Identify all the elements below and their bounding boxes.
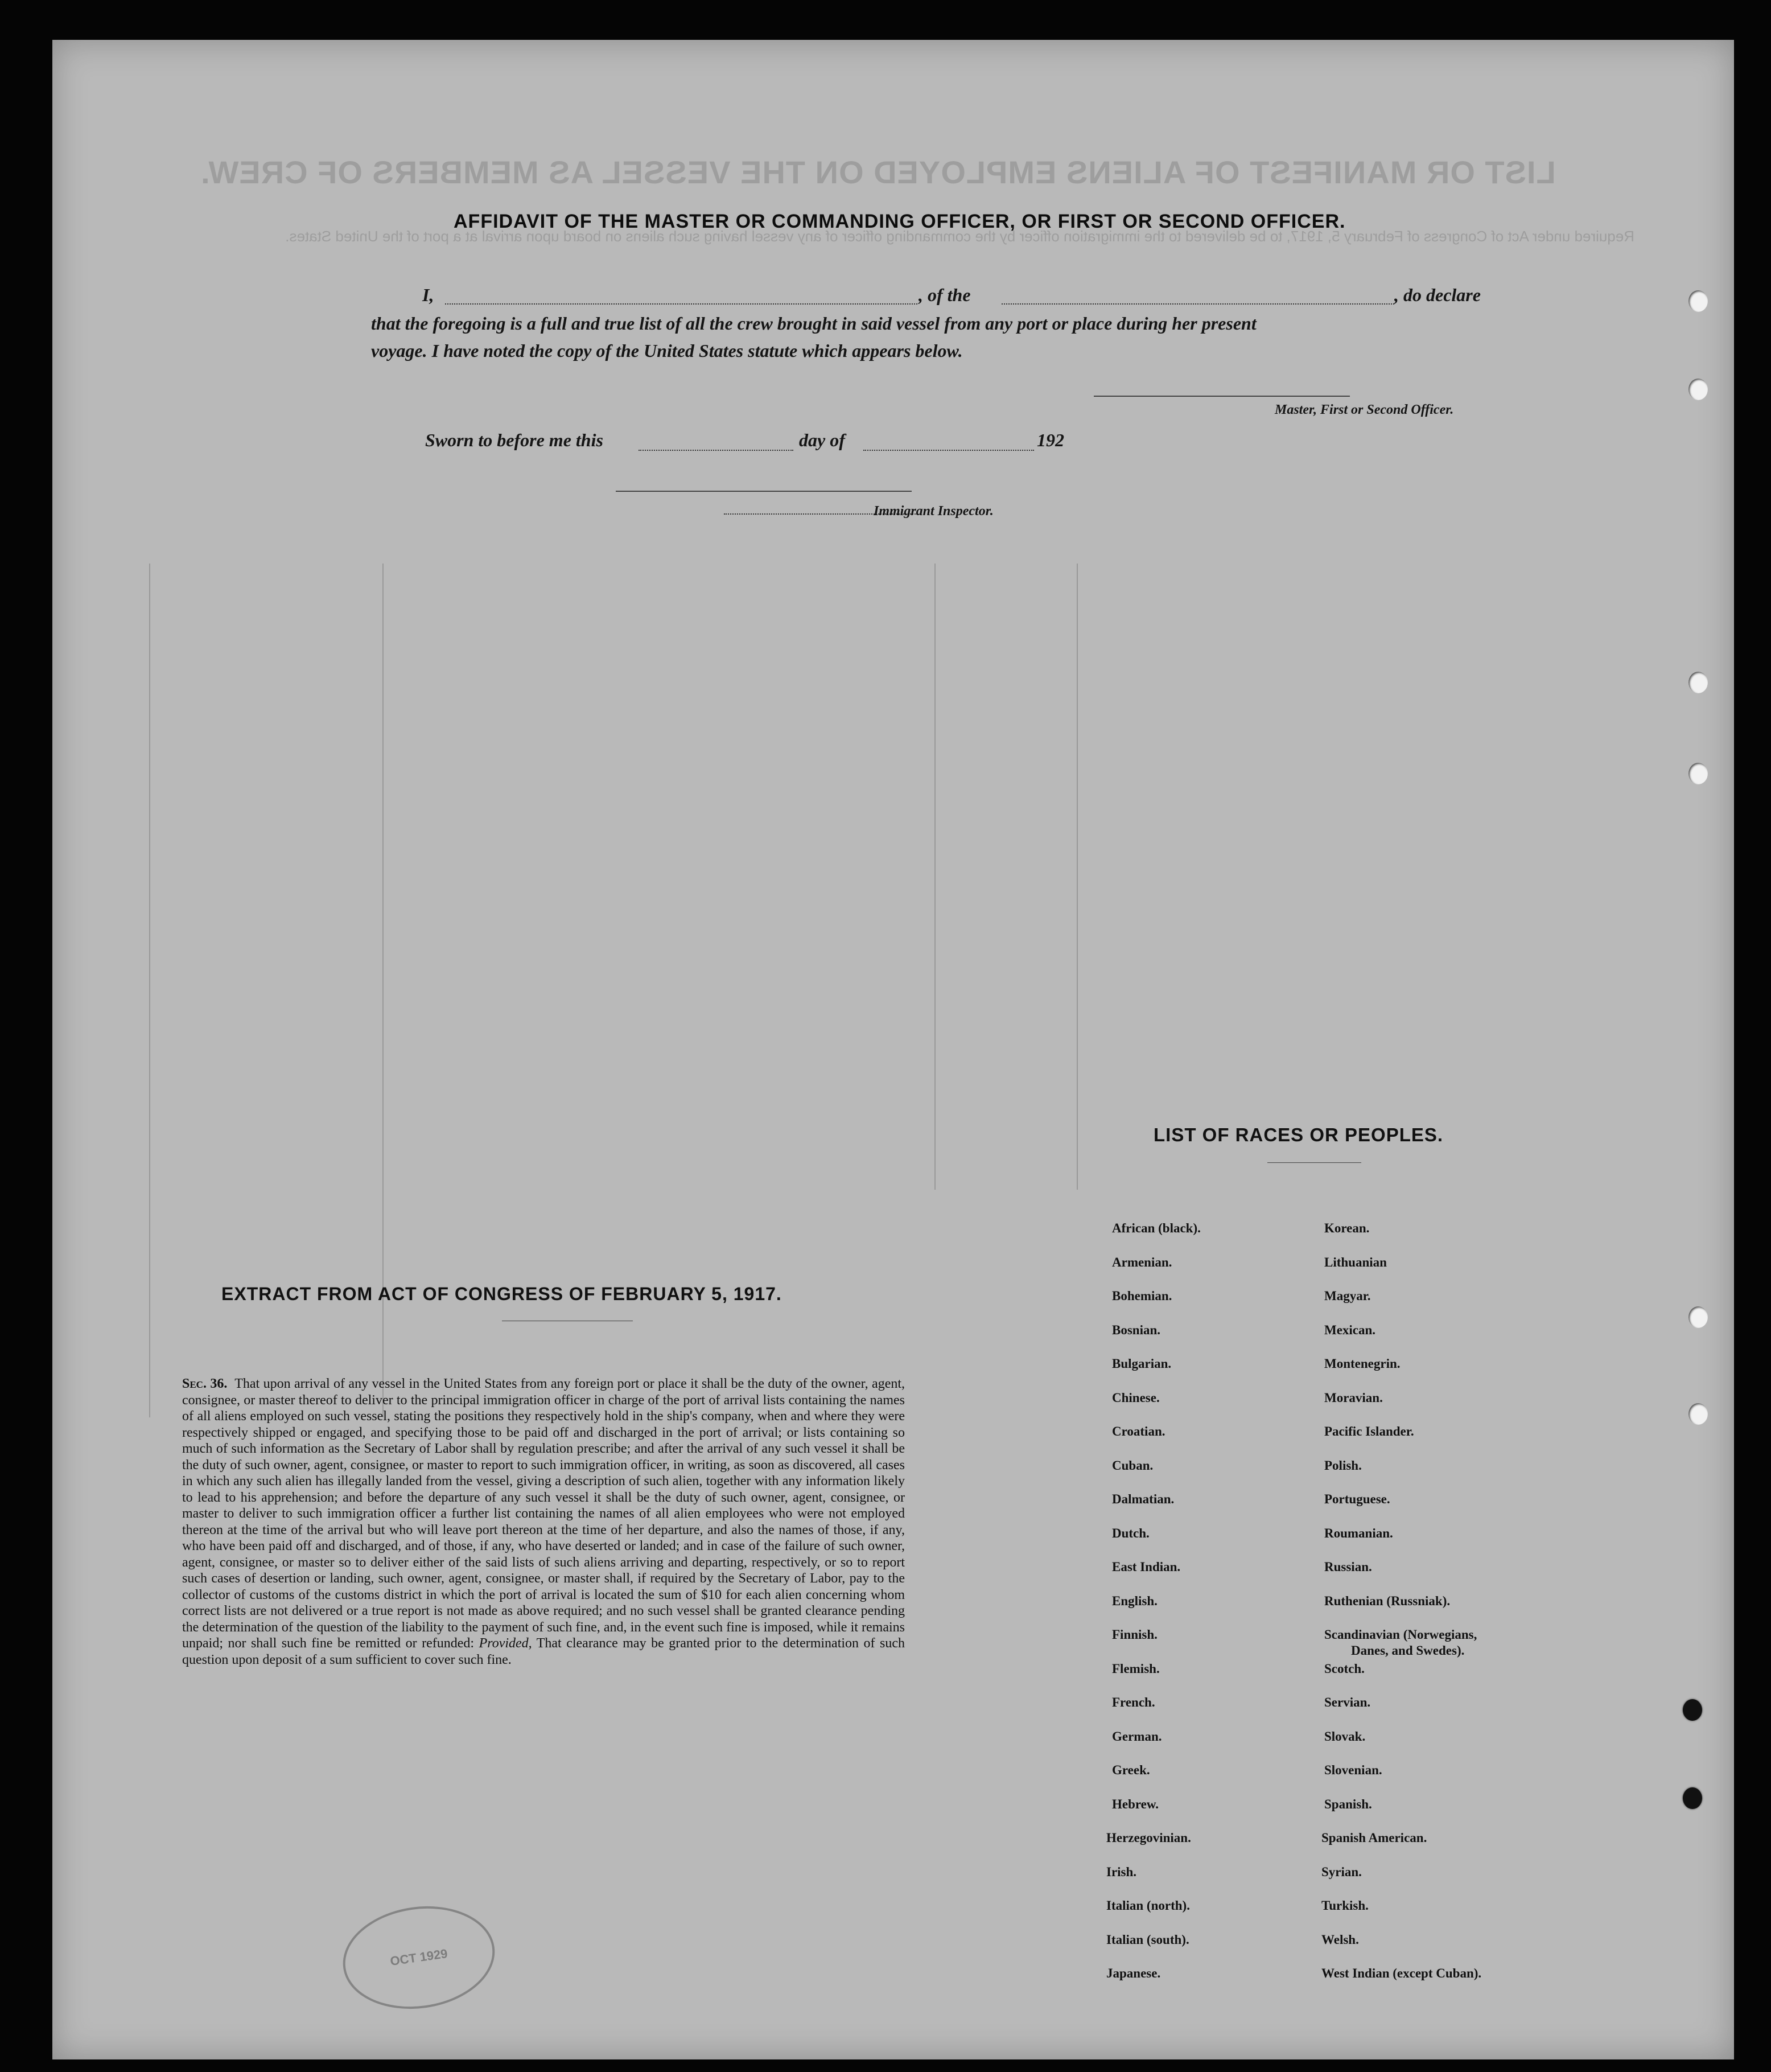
race-item: Flemish.: [1112, 1661, 1160, 1676]
bleed-through: [52, 40, 1734, 552]
inspector-caption: Immigrant Inspector.: [874, 504, 994, 519]
signature-caption: Master, First or Second Officer.: [1275, 402, 1454, 417]
race-item: Bulgarian.: [1112, 1356, 1172, 1371]
punch-hole: [1688, 1306, 1708, 1328]
bleed-through-title: LIST OR MANIFEST OF ALIENS EMPLOYED ON THE VESSEL AS MEMBERS OF CREW.: [200, 154, 1556, 190]
statute-body-2: That clearance may be granted prior to the determination of such question upon deposit of a sum sufficient to cover such fine.: [182, 1636, 905, 1667]
race-item: Portuguese.: [1324, 1492, 1390, 1506]
race-item: Herzegovinian.: [1106, 1831, 1191, 1845]
punch-hole: [1688, 763, 1708, 784]
punch-hole: [1683, 1699, 1702, 1721]
race-item: Korean.: [1324, 1221, 1370, 1235]
day-of-text: day of: [799, 430, 845, 450]
affidavit-title: AFFIDAVIT OF THE MASTER OR COMMANDING OFFICER, OR FIRST OR SECOND OFFICER.: [454, 211, 1346, 232]
race-item: East Indian.: [1112, 1560, 1181, 1574]
section-number: Sec. 36.: [182, 1376, 228, 1391]
race-item: German.: [1112, 1729, 1162, 1744]
punch-hole: [1688, 290, 1708, 312]
race-item: Cuban.: [1112, 1458, 1154, 1473]
race-item: Mexican.: [1324, 1322, 1376, 1337]
race-item: Italian (south).: [1106, 1932, 1189, 1947]
affidavit-do-declare: , do declare: [1394, 285, 1481, 305]
punch-hole: [1688, 1403, 1708, 1425]
stamp-text: OCT 1929: [389, 1946, 448, 1968]
race-item: Lithuanian: [1324, 1255, 1387, 1269]
extract-title: EXTRACT FROM ACT OF CONGRESS OF FEBRUARY 5, 1917.: [221, 1284, 782, 1304]
race-item: Italian (north).: [1106, 1898, 1190, 1913]
race-item: Montenegrin.: [1324, 1356, 1401, 1371]
race-item: Spanish American.: [1321, 1831, 1427, 1845]
race-item: Irish.: [1106, 1864, 1137, 1879]
received-stamp: [336, 1897, 501, 2018]
race-item: Ruthenian (Russniak).: [1324, 1593, 1451, 1608]
race-item: Bohemian.: [1112, 1289, 1172, 1303]
extract-statute-text: [182, 1376, 905, 1668]
races-title: LIST OF RACES OR PEOPLES.: [1154, 1124, 1444, 1145]
race-item: Welsh.: [1321, 1932, 1359, 1947]
sworn-day-blank: [639, 450, 793, 451]
affidavit-line-3: voyage. I have noted the copy of the United States statute which appears below.: [371, 340, 963, 361]
race-item: African (black).: [1112, 1221, 1201, 1235]
race-item: Servian.: [1324, 1695, 1371, 1709]
race-item: West Indian (except Cuban).: [1321, 1966, 1482, 1980]
race-item: Syrian.: [1321, 1864, 1362, 1879]
sworn-month-blank: [863, 450, 1034, 451]
statute-provided: Provided,: [479, 1636, 532, 1651]
race-item: Slovenian.: [1324, 1763, 1382, 1777]
race-item: Magyar.: [1324, 1289, 1371, 1303]
name-blank: [445, 303, 917, 305]
document-page: [52, 40, 1734, 2059]
punch-hole: [1688, 379, 1708, 400]
race-item: Roumanian.: [1324, 1526, 1393, 1540]
race-item: Scotch.: [1324, 1661, 1365, 1676]
race-item: Chinese.: [1112, 1390, 1160, 1405]
race-item: Pacific Islander.: [1324, 1424, 1414, 1438]
race-item: Turkish.: [1321, 1898, 1369, 1913]
column-line: [149, 564, 150, 1417]
race-item: Finnish.: [1112, 1627, 1158, 1642]
race-item: English.: [1112, 1593, 1158, 1608]
race-item: Greek.: [1112, 1763, 1150, 1777]
affidavit-of-the: , of the: [919, 285, 971, 305]
affidavit-i: I,: [422, 285, 434, 305]
race-item: Russian.: [1324, 1560, 1372, 1574]
race-item: French.: [1112, 1695, 1155, 1709]
race-item: Spanish.: [1324, 1796, 1372, 1811]
statute-body-1: That upon arrival of any vessel in the United States from any foreign port or place it shall be the duty of the owner, agent, consignee, or master thereof to deliver to the principal immigration officer in charge of the port of arrival lists containing the names of all aliens employed on such vessel, stating the positions they respectively hold in the ship's company, when and where they were respectively shipped or engaged, and specifying those to be paid off and discharged in the port of arrival; or lists containing so much of such information as the Secretary of Labor shall by regulation prescribe; and after the arrival of any such vessel it shall be the duty of such owner, agent, consignee, or master to report to such immigration officer, in writing, as soon as discovered, all cases in which any such alien has illegally landed from the vessel, giving a description of such alien, together with any information likely to lead to his apprehension; and before the departure of any such vessel it shall be the duty of such owner, agent, consignee, or master to deliver to such immigration officer a further list containing the names of all alien employees who were not employed thereon at the time of the arrival but who will leave port thereon at the time of her departure, and also the names of those, if any, who have been paid off and discharged, and of those, if any, who have deserted or landed; and in case of the failure of such owner, agent, consignee, or master so to deliver either of the said lists of such aliens arriving and departing, respectively, or so to report such cases of desertion or landing, such owner, agent, consignee, or master shall, if required by the Secretary of Labor, pay to the collector of customs of the customs district in which the port of arrival is located the sum of $10 for each alien concerning whom correct lists are not delivered or a true report is not made as above required; and no such vessel shall be granted clearance pending the determination of the question of the liability to the payment of such fine, and, in the event such fine is imposed, while it remains unpaid; nor shall such fine be remitted or refunded:: [182, 1376, 905, 1651]
affidavit-line-2: that the foregoing is a full and true list of all the crew brought in said vessel from any port or place during her present: [371, 313, 1257, 334]
race-item: Scandinavian (Norwegians,: [1324, 1627, 1477, 1642]
race-item: Dalmatian.: [1112, 1492, 1175, 1506]
race-item: Dutch.: [1112, 1526, 1150, 1540]
vessel-blank: [1002, 303, 1394, 305]
race-item: Moravian.: [1324, 1390, 1383, 1405]
year-text: 192: [1037, 430, 1064, 450]
race-item: Slovak.: [1324, 1729, 1366, 1744]
signature-line: [1094, 396, 1350, 397]
race-item: Danes, and Swedes).: [1351, 1643, 1465, 1658]
race-item: Armenian.: [1112, 1255, 1172, 1269]
race-item: Japanese.: [1106, 1966, 1161, 1980]
race-item: Hebrew.: [1112, 1796, 1159, 1811]
punch-hole: [1683, 1787, 1702, 1809]
sworn-text: Sworn to before me this: [425, 430, 603, 450]
race-item: Croatian.: [1112, 1424, 1165, 1438]
column-line: [934, 564, 936, 1190]
column-line: [1077, 564, 1078, 1190]
bleed-through-subtitle: Required under Act of Congress of February 5, 1917, to be delivered to the immigration officer by the commanding officer of any vessel having such aliens on board upon arrival at a port of the United States.: [285, 228, 1634, 245]
races-title-rule: [1267, 1162, 1361, 1163]
race-item: Polish.: [1324, 1458, 1362, 1473]
inspector-line: [616, 491, 912, 492]
punch-hole: [1688, 672, 1708, 693]
race-item: Bosnian.: [1112, 1322, 1161, 1337]
